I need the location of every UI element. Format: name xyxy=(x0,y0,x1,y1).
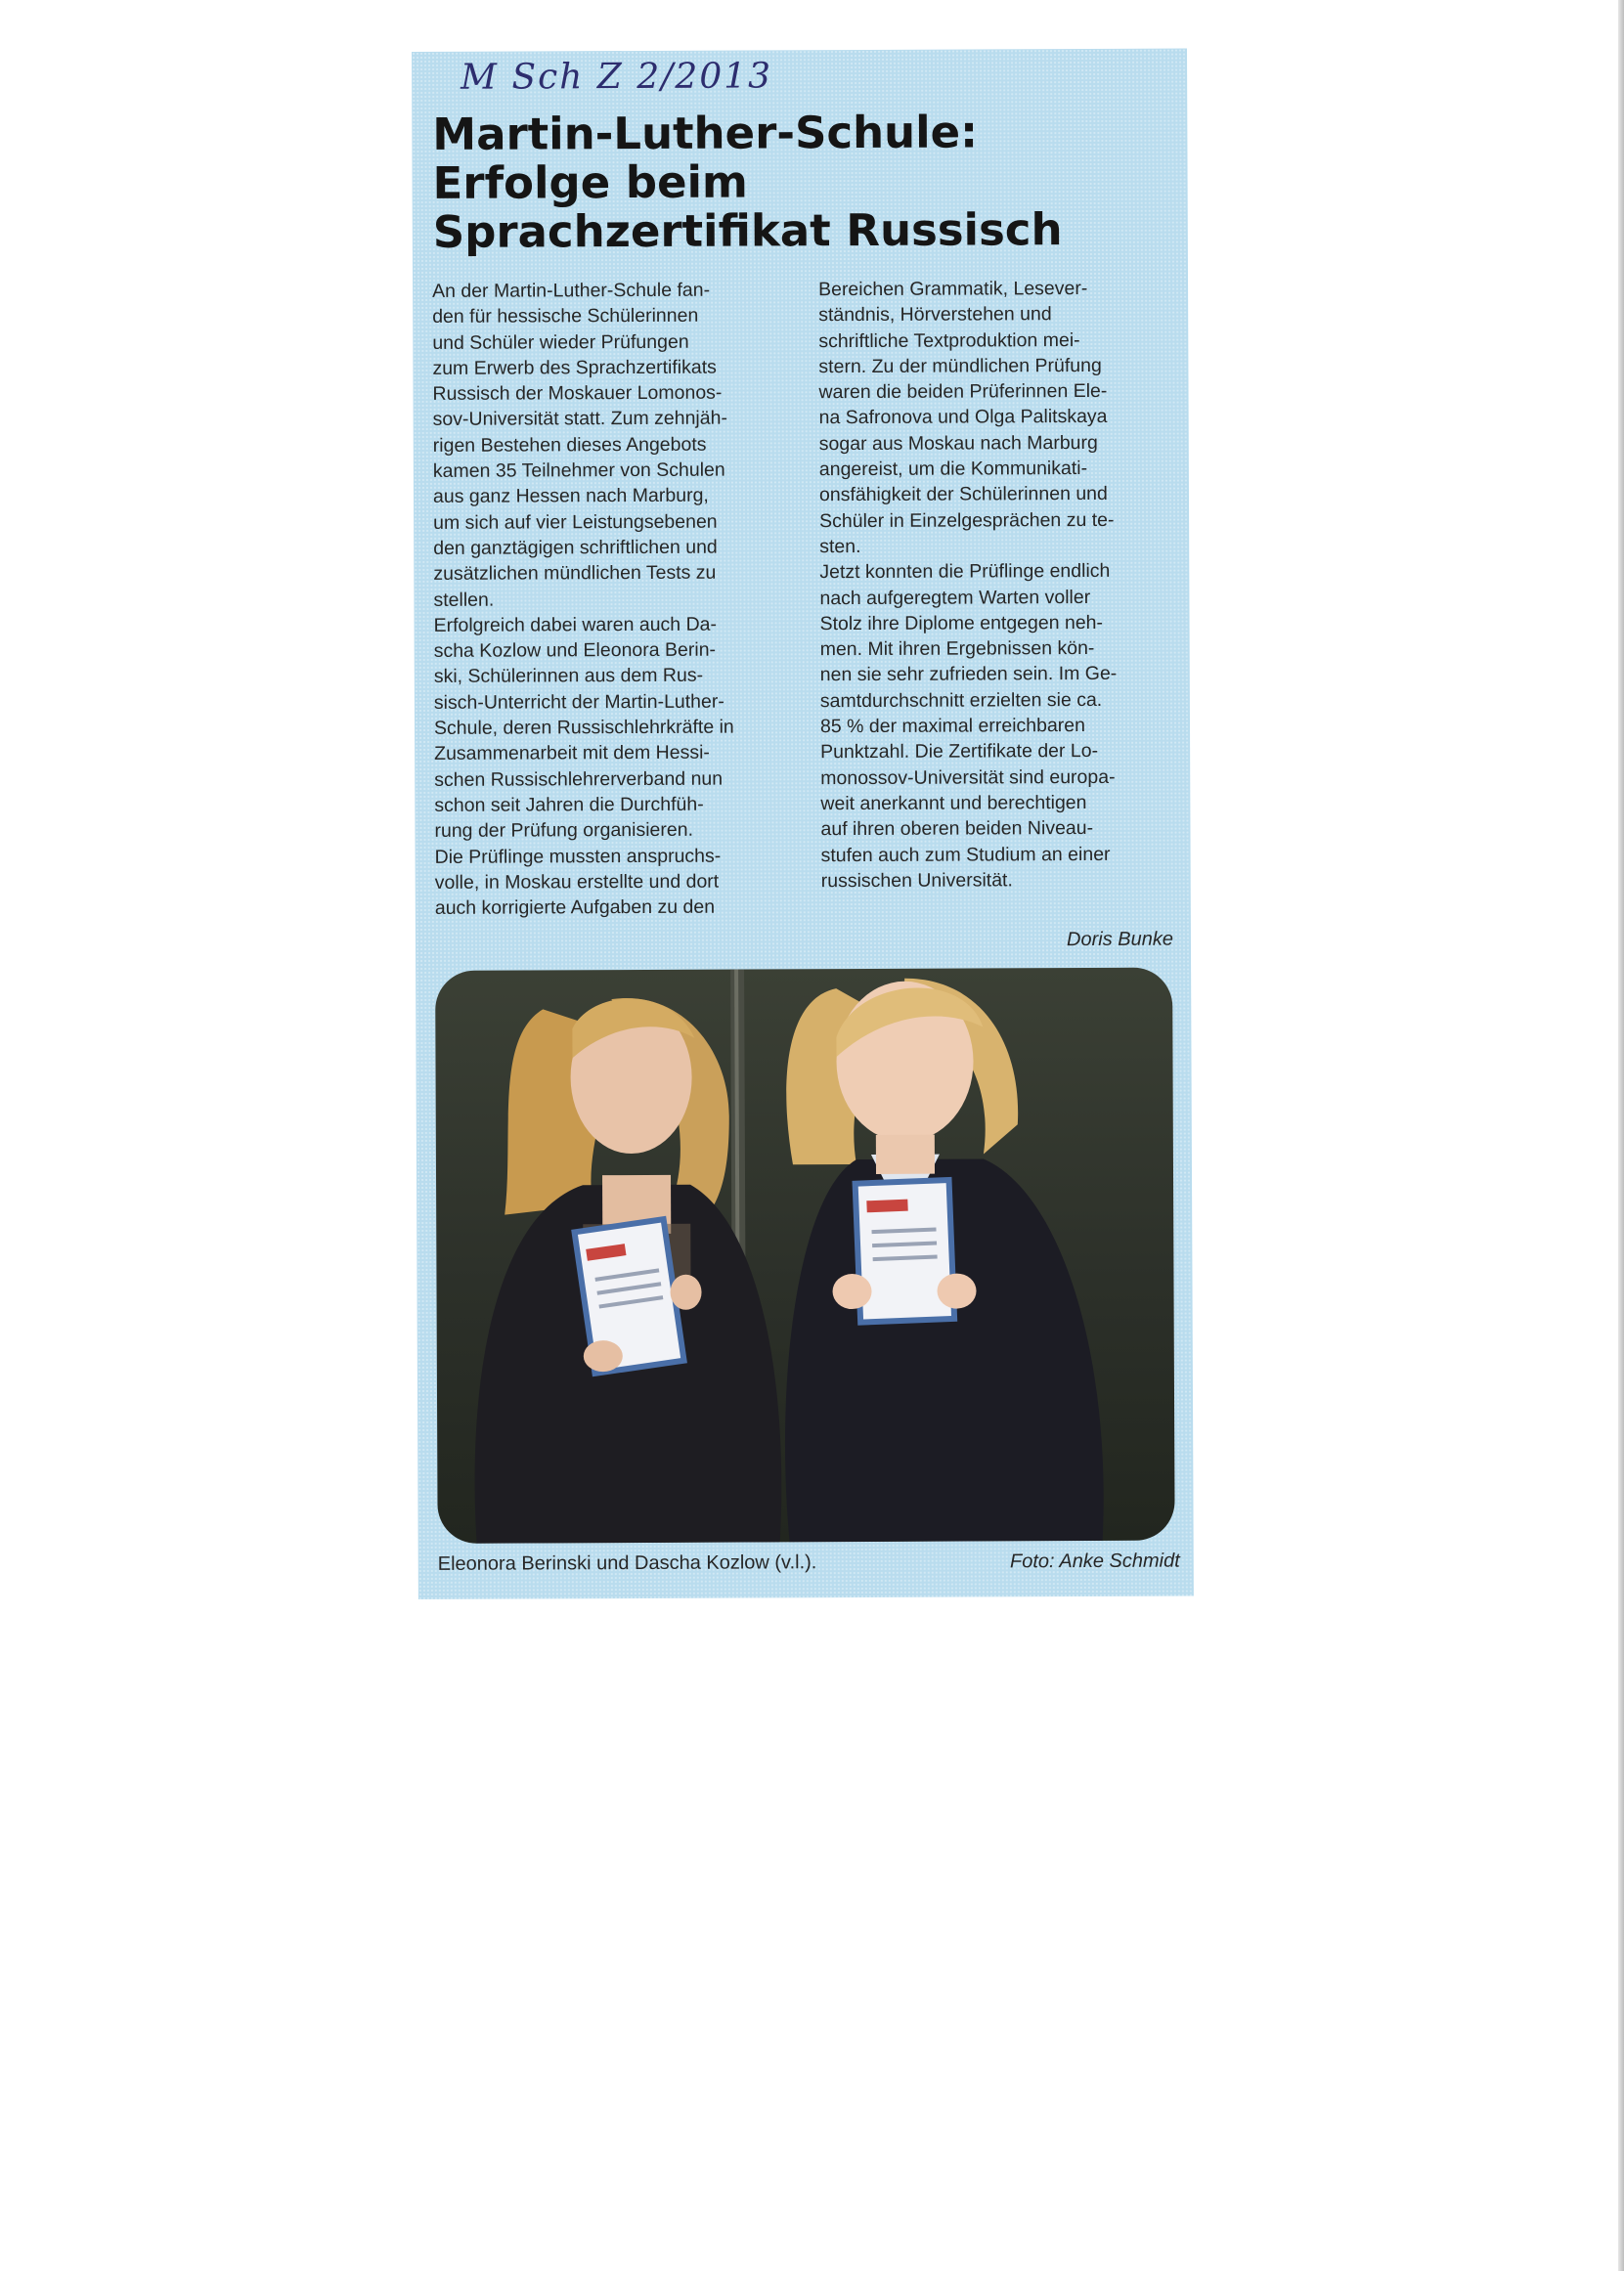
body-text-line: Schüler in Einzelgesprächen zu te- xyxy=(819,508,1115,532)
body-text-line: samtdurchschnitt erzielten sie ca. xyxy=(819,688,1103,712)
newspaper-clipping xyxy=(412,49,1194,1599)
article-left-column xyxy=(432,277,799,921)
headline-line: Sprachzertifikat Russisch xyxy=(432,203,1063,258)
body-text-line: auf ihren oberen beiden Niveau- xyxy=(820,817,1094,841)
headline xyxy=(432,108,1176,257)
body-text-line: Zusammenarbeit mit dem Hessi- xyxy=(434,742,710,765)
photo-credit: Foto: Anke Schmidt xyxy=(1009,1550,1180,1573)
body-text-line: stufen auch zum Studium an einer xyxy=(820,843,1111,866)
body-text-line: Bereichen Grammatik, Lesever- xyxy=(818,277,1088,301)
photo-caption: Eleonora Berinski und Dascha Kozlow (v.l.). xyxy=(437,1551,817,1575)
scan-edge xyxy=(1618,0,1624,2271)
body-text-line: schriftliche Textproduktion mei- xyxy=(818,328,1080,352)
body-text-line: men. Mit ihren Ergebnissen kön- xyxy=(819,637,1095,661)
body-text-line: den ganztägigen schriftlichen und xyxy=(433,536,718,559)
body-text-line: stern. Zu der mündlichen Prüfung xyxy=(818,354,1102,378)
body-text-line: aus ganz Hessen nach Marburg, xyxy=(432,485,709,508)
body-text-line: onsfähigkeit der Schülerinnen und xyxy=(818,483,1108,506)
body-text-line: um sich auf vier Leistungsebenen xyxy=(433,510,718,534)
body-text-line: den für hessische Schülerinnen xyxy=(432,305,699,328)
author-signature: Doris Bunke xyxy=(1066,928,1174,951)
body-text-line: auch korrigierte Aufgaben zu den xyxy=(434,895,716,920)
body-text-line: Stolz ihre Diplome entgegen neh- xyxy=(819,611,1104,635)
body-text-line: stellen. xyxy=(433,589,495,611)
body-text-line: volle, in Moskau erstellte und dort xyxy=(434,870,720,894)
body-text-line: sov-Universität statt. Zum zehnjäh- xyxy=(432,408,727,431)
body-text-line: Erfolgreich dabei waren auch Da- xyxy=(433,613,718,636)
certificate-right xyxy=(852,1177,957,1326)
body-text-line: zum Erwerb des Sprachzertifikats xyxy=(432,356,717,379)
body-text-line: Punktzahl. Die Zertifikate der Lo- xyxy=(820,740,1099,764)
body-text-line: sisch-Unterricht der Martin-Luther- xyxy=(433,690,724,714)
body-text-line: rung der Prüfung organisieren. xyxy=(434,818,694,843)
body-text-line: ständnis, Hörverstehen und xyxy=(818,303,1052,327)
headline-line: Martin-Luther-Schule: xyxy=(432,106,979,160)
body-text-line: sten. xyxy=(819,535,861,558)
body-text-line: russischen Universität. xyxy=(820,869,1013,893)
body-text-line: schon seit Jahren die Durchfüh- xyxy=(434,793,704,816)
body-text-line: Jetzt konnten die Prüflinge endlich xyxy=(819,560,1111,584)
body-text-line: sogar aus Moskau nach Marburg xyxy=(818,431,1098,455)
body-text-line: na Safronova und Olga Palitskaya xyxy=(818,406,1108,429)
body-text-line: nach aufgeregtem Warten voller xyxy=(819,586,1091,609)
body-text-line: 85 % der maximal erreichbaren xyxy=(819,715,1086,738)
body-text-line: scha Kozlow und Eleonora Berin- xyxy=(433,638,717,663)
body-text-line: schen Russischlehrerverband nun xyxy=(434,767,724,791)
headline-line: Erfolge beim xyxy=(432,155,748,209)
body-text-line: weit anerkannt und berechtigen xyxy=(820,791,1087,815)
body-text-line: rigen Bestehen dieses Angebots xyxy=(432,433,707,457)
body-text-line: Russisch der Moskauer Lomonos- xyxy=(432,381,723,406)
body-text-line: An der Martin-Luther-Schule fan- xyxy=(432,279,711,302)
body-text-line: zusätzlichen mündlichen Tests zu xyxy=(433,561,717,586)
body-text-line: und Schüler wieder Prüfungen xyxy=(432,330,689,354)
body-text-line: ski, Schülerinnen aus dem Rus- xyxy=(433,665,704,688)
body-text-line: waren die beiden Prüferinnen Ele- xyxy=(818,380,1108,404)
handwritten-note: M Sch Z 2/2013 xyxy=(461,56,773,98)
article-photo xyxy=(435,968,1175,1544)
body-text-line: Die Prüflinge mussten anspruchs- xyxy=(434,845,722,868)
body-text-line: monossov-Universität sind europa- xyxy=(820,765,1116,789)
body-text-line: Schule, deren Russischlehrkräfte in xyxy=(433,716,734,739)
article-right-column xyxy=(818,276,1185,895)
body-text-line: angereist, um die Kommunikati- xyxy=(818,458,1088,481)
body-text-line: kamen 35 Teilnehmer von Schulen xyxy=(432,459,725,482)
body-text-line: nen sie sehr zufrieden sein. Im Ge- xyxy=(819,663,1118,686)
